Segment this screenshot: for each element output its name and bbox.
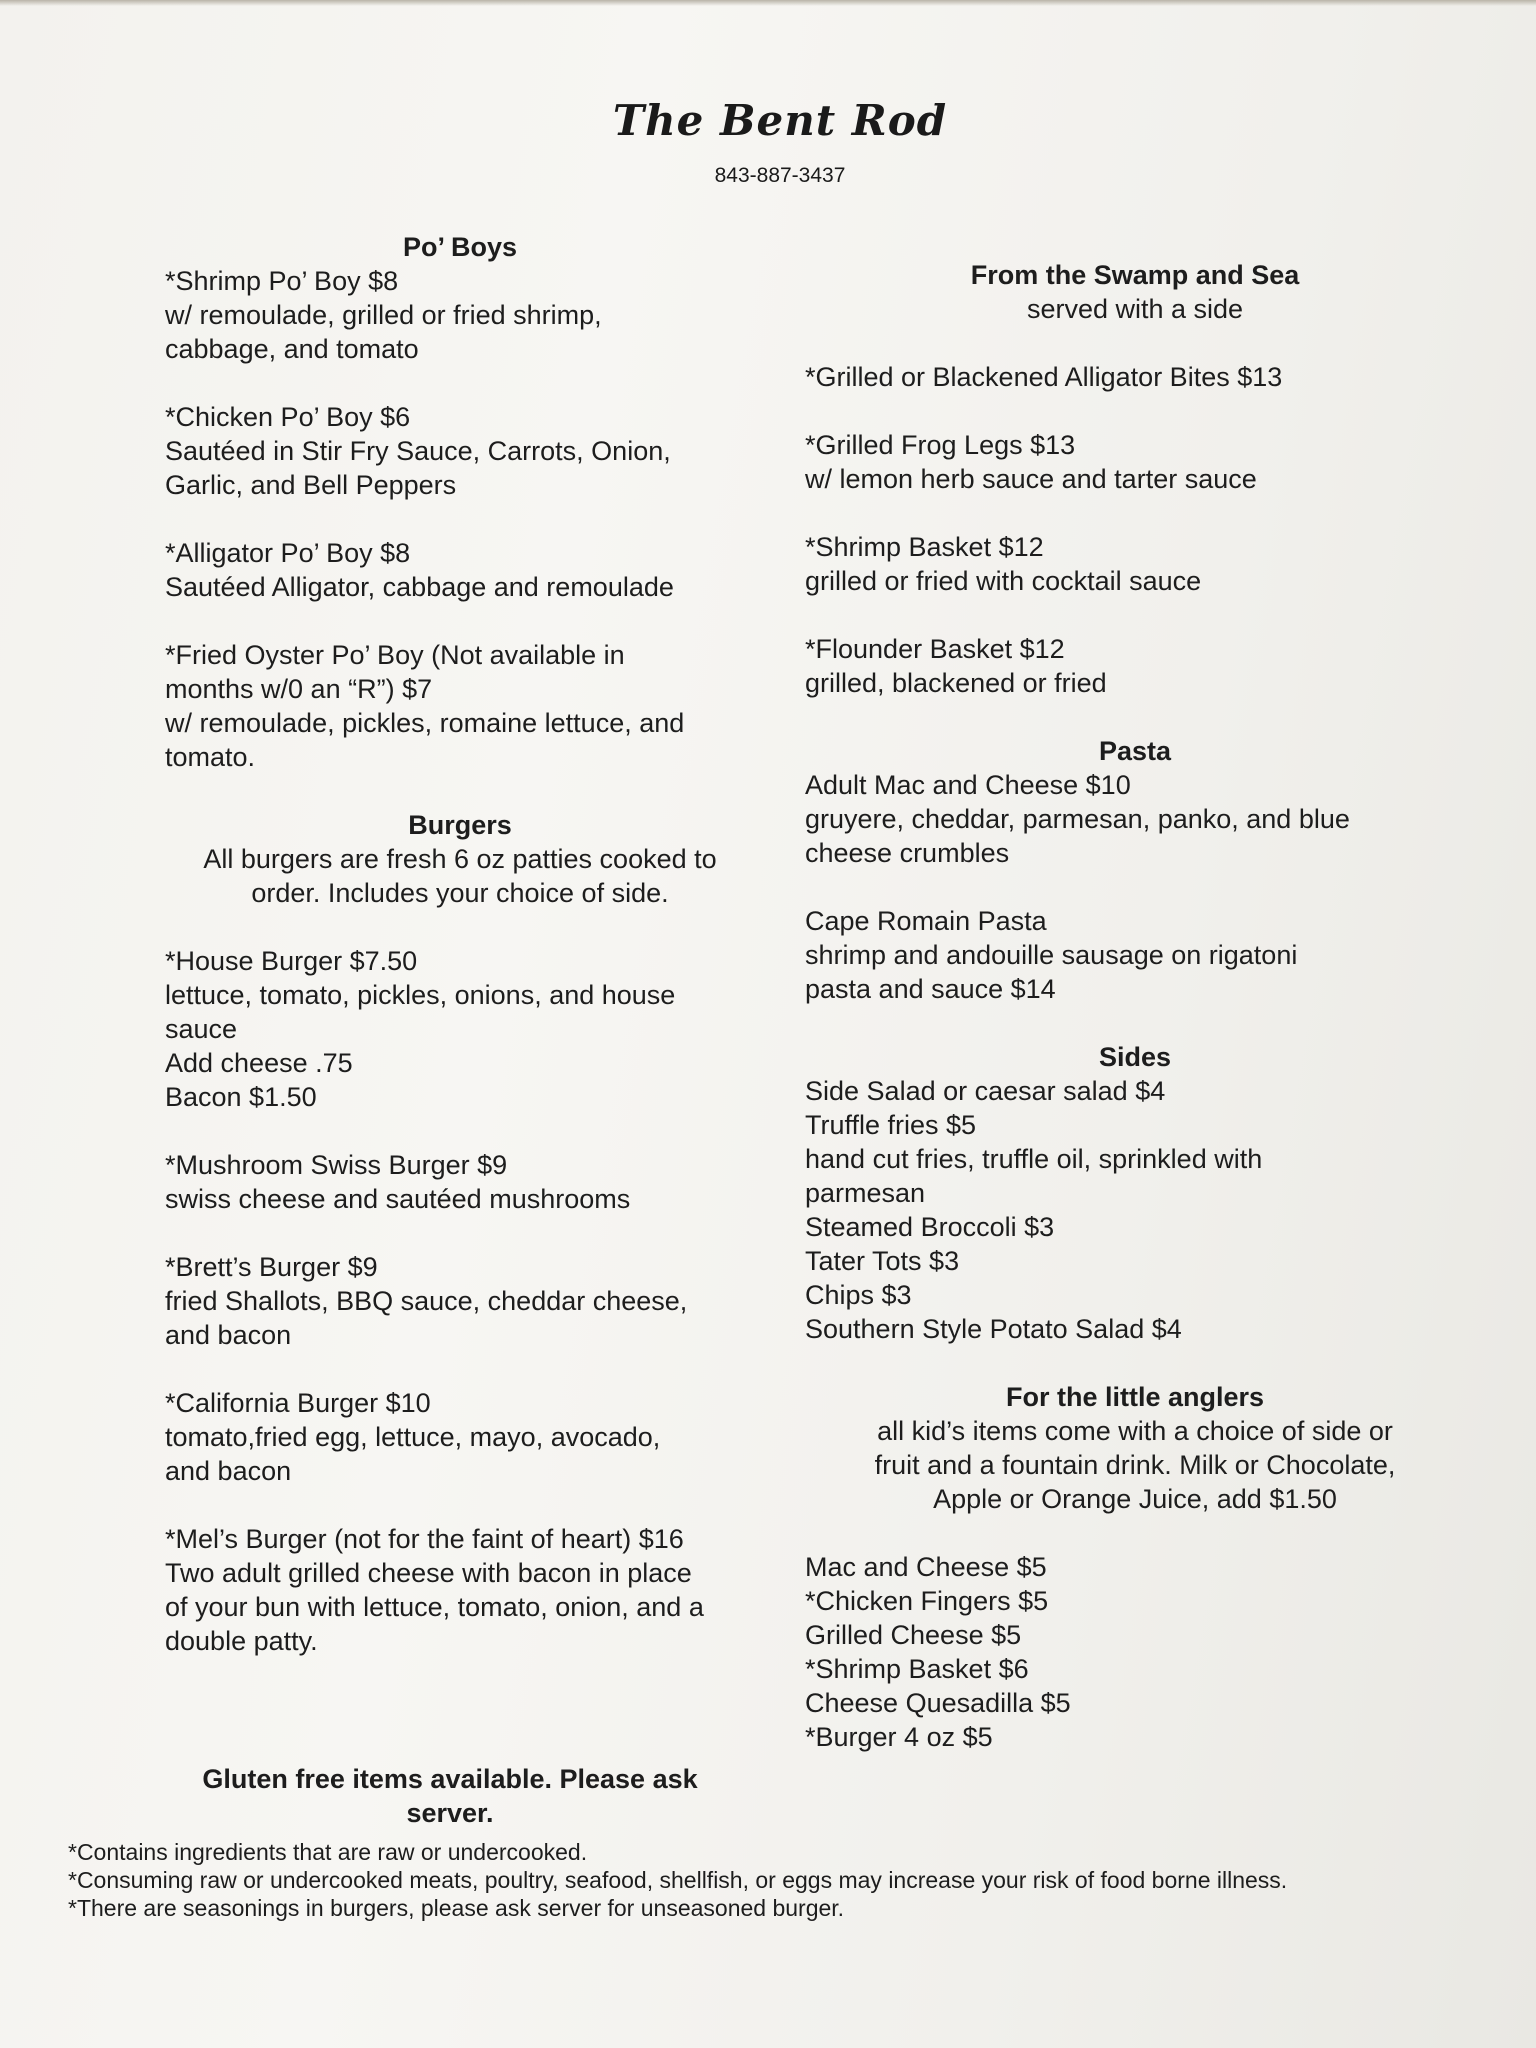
kids-item: Grilled Cheese $5 xyxy=(805,1620,1022,1650)
menu-item xyxy=(805,768,1465,870)
kids-description xyxy=(805,1414,1465,1516)
section-heading-burgers: Burgers xyxy=(408,810,512,840)
gluten-free-note-line: server. xyxy=(406,1798,494,1828)
menu-item-description: sauce xyxy=(165,1014,238,1044)
restaurant-phone: 843-887-3437 xyxy=(714,164,846,187)
side-item: Chips $3 xyxy=(805,1280,912,1310)
sides-list xyxy=(805,1074,1465,1346)
menu-item-description: pasta and sauce $14 xyxy=(805,974,1056,1004)
menu-item-name: *Shrimp Po’ Boy $8 xyxy=(165,266,399,296)
swamp-and-sea-subtitle: served with a side xyxy=(1026,294,1244,324)
menu-item xyxy=(165,638,755,774)
menu-item-description: Sautéed Alligator, cabbage and remoulade xyxy=(165,572,674,602)
menu-item-description: of your bun with lettuce, tomato, onion, and a xyxy=(165,1592,704,1622)
side-item: Side Salad or caesar salad $4 xyxy=(805,1076,1166,1106)
menu-item-name: Adult Mac and Cheese $10 xyxy=(805,770,1131,800)
menu-item-name: *Flounder Basket $12 xyxy=(805,634,1065,664)
menu-item xyxy=(165,1522,755,1658)
footnote: *Contains ingredients that are raw or undercooked. xyxy=(68,1839,588,1865)
menu-item-description: gruyere, cheddar, parmesan, panko, and blue xyxy=(805,804,1350,834)
footnotes xyxy=(68,1838,1488,1922)
menu-item-description: w/ lemon herb sauce and tarter sauce xyxy=(805,464,1257,494)
menu-item-name: *Chicken Po’ Boy $6 xyxy=(165,402,411,432)
menu-item-name: *Mel’s Burger (not for the faint of heart) $16 xyxy=(165,1524,684,1554)
pasta-list xyxy=(805,768,1465,1040)
section-heading-poboys: Po’ Boys xyxy=(402,232,518,262)
menu-item xyxy=(165,1386,755,1488)
menu-item-description: tomato,fried egg, lettuce, mayo, avocado, xyxy=(165,1422,661,1452)
menu-item xyxy=(805,530,1465,598)
left-column xyxy=(165,230,755,1658)
menu-item-name: *Shrimp Basket $12 xyxy=(805,532,1044,562)
section-heading-pasta: Pasta xyxy=(1098,736,1172,766)
burgers-description-line: All burgers are fresh 6 oz patties cooked to xyxy=(203,844,717,874)
menu-item-name: *Fried Oyster Po’ Boy (Not available in xyxy=(165,640,625,670)
menu-item-name: *California Burger $10 xyxy=(165,1388,431,1418)
menu-item-name: *Grilled or Blackened Alligator Bites $13 xyxy=(805,362,1283,392)
side-item: Tater Tots $3 xyxy=(805,1246,960,1276)
menu-item-name: *Brett’s Burger $9 xyxy=(165,1252,378,1282)
burgers-list xyxy=(165,944,755,1658)
gluten-free-note-line: Gluten free items available. Please ask xyxy=(202,1764,698,1794)
menu-item-description: swiss cheese and sautéed mushrooms xyxy=(165,1184,631,1214)
kids-item: Cheese Quesadilla $5 xyxy=(805,1688,1071,1718)
burgers-description xyxy=(165,842,755,910)
menu-item-description: lettuce, tomato, pickles, onions, and house xyxy=(165,980,676,1010)
menu-item xyxy=(805,904,1465,1006)
kids-item: *Chicken Fingers $5 xyxy=(805,1586,1049,1616)
menu-item-description: months w/0 an “R”) $7 xyxy=(165,674,433,704)
menu-item-description: Two adult grilled cheese with bacon in place xyxy=(165,1558,692,1588)
kids-list xyxy=(805,1550,1465,1754)
menu-item xyxy=(805,428,1465,496)
menu-item-name: *Grilled Frog Legs $13 xyxy=(805,430,1076,460)
menu-item-name: Cape Romain Pasta xyxy=(805,906,1047,936)
menu-item-description: double patty. xyxy=(165,1626,318,1656)
menu-item-description: Garlic, and Bell Peppers xyxy=(165,470,457,500)
footnote: *There are seasonings in burgers, please ask server for unseasoned burger. xyxy=(68,1895,845,1921)
kids-description-line: fruit and a fountain drink. Milk or Chocolate, xyxy=(874,1450,1396,1480)
poboys-list xyxy=(165,264,755,808)
menu-item-description: Add cheese .75 xyxy=(165,1048,353,1078)
restaurant-name: The Bent Rod xyxy=(612,96,948,145)
side-item: parmesan xyxy=(805,1178,926,1208)
right-column xyxy=(805,258,1465,1754)
swamp-and-sea-list xyxy=(805,360,1465,734)
section-heading-sides: Sides xyxy=(1098,1042,1172,1072)
kids-item: *Shrimp Basket $6 xyxy=(805,1654,1029,1684)
menu-item xyxy=(805,632,1465,700)
menu-item xyxy=(165,1250,755,1352)
menu-item-name: *Alligator Po’ Boy $8 xyxy=(165,538,411,568)
side-item: Truffle fries $5 xyxy=(805,1110,977,1140)
menu-item-description: Sautéed in Stir Fry Sauce, Carrots, Onion, xyxy=(165,436,671,466)
menu-item-description: cabbage, and tomato xyxy=(165,334,419,364)
kids-item: Mac and Cheese $5 xyxy=(805,1552,1047,1582)
side-item: hand cut fries, truffle oil, sprinkled with xyxy=(805,1144,1263,1174)
menu-item-description: Bacon $1.50 xyxy=(165,1082,317,1112)
menu-item-description: cheese crumbles xyxy=(805,838,1010,868)
gluten-free-note xyxy=(150,1762,750,1830)
menu-item-description: grilled, blackened or fried xyxy=(805,668,1107,698)
side-item: Southern Style Potato Salad $4 xyxy=(805,1314,1182,1344)
footnote: *Consuming raw or undercooked meats, poultry, seafood, shellfish, or eggs may increase your risk of food borne illness. xyxy=(68,1867,1288,1893)
menu-item-description: w/ remoulade, pickles, romaine lettuce, and xyxy=(165,708,685,738)
menu-item-description: and bacon xyxy=(165,1456,292,1486)
kids-description-line: Apple or Orange Juice, add $1.50 xyxy=(933,1484,1337,1514)
menu-item-description: tomato. xyxy=(165,742,256,772)
menu-item-name: *House Burger $7.50 xyxy=(165,946,418,976)
paper-top-edge xyxy=(0,0,1536,6)
section-heading-swamp-and-sea: From the Swamp and Sea xyxy=(970,260,1300,290)
menu-item xyxy=(165,264,755,366)
menu-item-description: and bacon xyxy=(165,1320,292,1350)
menu-item xyxy=(165,1148,755,1216)
menu-item-description: shrimp and andouille sausage on rigatoni xyxy=(805,940,1298,970)
kids-description-line: all kid’s items come with a choice of side or xyxy=(877,1416,1393,1446)
side-item: Steamed Broccoli $3 xyxy=(805,1212,1055,1242)
menu-item-description: w/ remoulade, grilled or fried shrimp, xyxy=(165,300,602,330)
menu-item xyxy=(165,944,755,1114)
menu-item-description: fried Shallots, BBQ sauce, cheddar cheese, xyxy=(165,1286,688,1316)
menu-item xyxy=(805,360,1465,394)
menu-item xyxy=(165,536,755,604)
menu-item-description: grilled or fried with cocktail sauce xyxy=(805,566,1202,596)
burgers-description-line: order. Includes your choice of side. xyxy=(251,878,669,908)
kids-item: *Burger 4 oz $5 xyxy=(805,1722,993,1752)
section-heading-kids: For the little anglers xyxy=(1005,1382,1265,1412)
menu-item xyxy=(165,400,755,502)
menu-item-name: *Mushroom Swiss Burger $9 xyxy=(165,1150,508,1180)
